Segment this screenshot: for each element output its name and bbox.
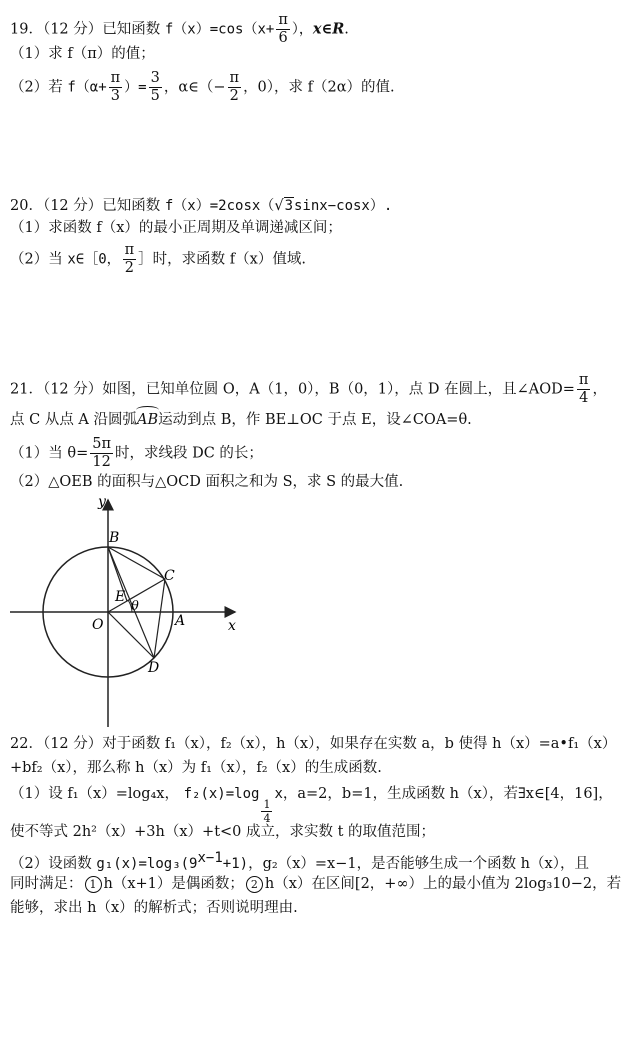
sqrt-3: √3 <box>274 198 293 214</box>
q20-part2: （2）当 x∈［0， $\frac{\pi}{2}$ ］时，求函数 f（x）值域. <box>10 242 306 276</box>
label-b: B <box>109 530 120 546</box>
q20-stem: 20．（12 分）已知函数 f（x）=2cosx（√3sinx−cosx）. <box>10 198 393 214</box>
q20-part1: （1）求函数 f（x）的最小正周期及单调递减区间； <box>10 220 342 236</box>
q19-stem: 19．（12 分）已知函数 f（x）=cos（x+ $\frac{\pi}{6}$ ），x∈R. <box>10 12 349 46</box>
segment-bc <box>108 547 165 579</box>
q22-stem-line2: +bf₂（x），那么称 h（x）为 f₁（x），f₂（x）的生成函数. <box>10 760 382 776</box>
circled-1: 1 <box>85 876 102 893</box>
q22-part2-line3: 能够，求出 h（x）的解析式；否则说明理由. <box>10 900 298 916</box>
three-fifths: $\frac{3}{5}$ <box>150 70 160 104</box>
label-d: D <box>148 660 160 676</box>
pi-over-3: $\frac{\pi}{3}$ <box>110 70 121 104</box>
arc-ab: AB <box>137 412 159 428</box>
five-pi-over-12: $\frac{5\pi}{12}$ <box>92 436 111 470</box>
unit-circle-figure <box>10 492 250 732</box>
q22-part2-line2: 同时满足： 1 h（x+1）是偶函数； 2 h（x）在区间[2，+∞）上的最小值为 2log₃10−2，若 <box>10 876 622 892</box>
label-c: C <box>164 568 175 584</box>
q22-part2: （2）设函数 $g_1(x)=\log_3(9^{x-1}+1)$，g₂（x）=x−1，是否能够生成一个函数 h（x），且 <box>10 850 589 872</box>
segment-od <box>108 612 154 658</box>
q22-part1: （1）设 f₁（x）=log₄x， f₂(x)=log $\frac{1}{4}$ x，a=2，b=1，生成函数 h（x），若∃x∈[4，16]， <box>10 786 613 825</box>
pi-over-2: $\frac{\pi}{2}$ <box>229 70 240 104</box>
q19-part2: （2）若 f（α+ $\frac{\pi}{3}$ ）= $\frac{3}{5}$ ，α∈（− $\frac{\pi}{2}$ ，0），求 f（2α）的值. <box>10 70 395 104</box>
pi-over-6: $\frac{\pi}{6}$ <box>278 12 288 46</box>
pi-over-4: $\frac{\pi}{4}$ <box>578 372 589 406</box>
q22-stem: 22．（12 分）对于函数 f₁（x），f₂（x），h（x），如果存在实数 a，b 使得 h（x）=a•f₁（x） <box>10 736 617 752</box>
q21-part2: （2）△OEB 的面积与△OCD 面积之和为 S，求 S 的最大值. <box>10 474 404 490</box>
label-x: x <box>228 618 236 634</box>
label-y: y <box>98 494 106 510</box>
q19-part1: （1）求 f（π）的值； <box>10 46 155 62</box>
label-a: A <box>175 613 186 629</box>
q21-part1: （1）当 θ= $\frac{5\pi}{12}$ 时，求线段 DC 的长； <box>10 436 263 470</box>
label-theta: θ <box>131 599 139 614</box>
label-o: O <box>92 617 104 633</box>
base-one-quarter: $\frac{1}{4}$ <box>263 798 271 825</box>
q21-stem: 21．（12 分）如图，已知单位圆 O，A（1，0），B（0，1），点 D 在圆上，且∠AOD= $\frac{\pi}{4}$ ， <box>10 372 607 406</box>
q21-stem-line2: 点 C 从点 A 沿圆弧AB运动到点 B，作 BE⊥OC 于点 E，设∠COA=θ. <box>10 412 472 428</box>
q22-part1-line2: 使不等式 2h²（x）+3h（x）+t<0 成立，求实数 t 的取值范围； <box>10 824 436 840</box>
circled-2: 2 <box>246 876 263 893</box>
pi-over-2-b: $\frac{\pi}{2}$ <box>124 242 135 276</box>
label-e: E <box>115 589 126 605</box>
